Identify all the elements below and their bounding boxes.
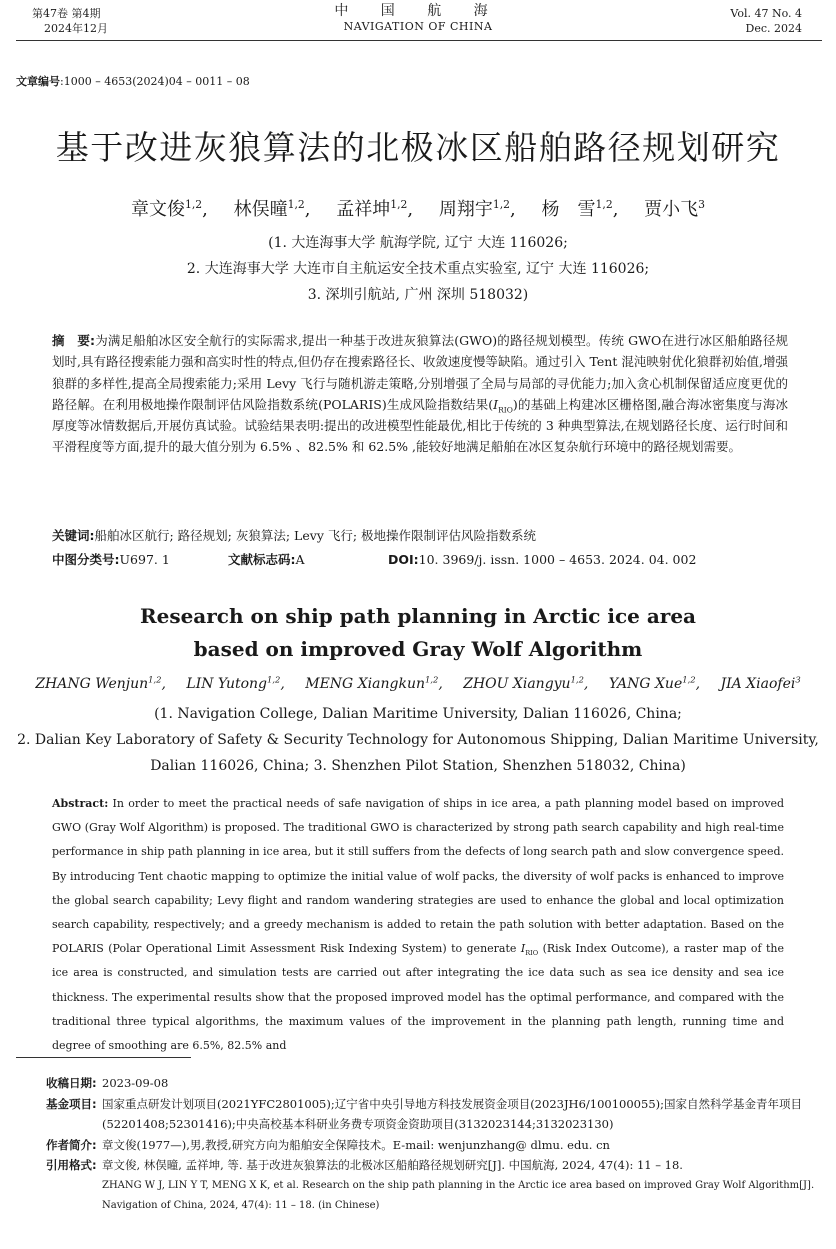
abstract-en-var: I — [520, 942, 526, 956]
affiliations-cn — [0, 230, 836, 308]
affiliation-en-line: Dalian 116026, China; 3. Shenzhen Pilot Station, Shenzhen 518032, China) — [150, 758, 686, 774]
affiliation-cn-line: 2. 大连海事大学 大连市自主航运安全技术重点实验室, 辽宁 大连 116026; — [186, 261, 650, 277]
abstract-cn-text-1: 为满足船舶冰区安全航行的实际需求,提出一种基于改进灰狼算法(GWO)的路径规划模型。传统 GWO在进行冰区船舶路径规划时,具有路径搜索能力强和高实时性的特点,但仍存在搜索路径长、收敛速度慢等缺陷。通过引入 Tent 混沌映射优化狼群初始值,增强狼群的多样性,提高全局搜索能力;采用 Levy 飞行与随机游走策略,分别增强了全局与局部的寻优能力;加入贪心机制保留适应度更优的路径解。在利用极地操作限制评估风险指数系统(POLARIS)生成风险指数结果( — [52, 333, 789, 412]
author-cn: 孟祥坤$^{1,2}$, — [336, 198, 414, 220]
citation-cn: 章文俊, 林俣曈, 孟祥坤, 等. 基于改进灰狼算法的北极冰区船舶路径规划研究[J]. 中国航海, 2024, 47(4): 11 – 18. — [102, 1158, 683, 1172]
author-en: JIA Xiaofei$^3$ — [720, 674, 801, 692]
author-cn: 贾小飞$^3$ — [644, 198, 706, 220]
title-en — [0, 600, 836, 666]
author-en: LIN Yutong$^{1,2}$, — [186, 674, 285, 692]
header-date-en: Dec. 2024 — [745, 22, 802, 35]
keywords-cn — [52, 526, 788, 546]
keywords-cn-text: 船舶冰区航行; 路径规划; 灰狼算法; Levy 飞行; 极地操作限制评估风险指数系统 — [94, 528, 537, 543]
author-cn: 杨 雪$^{1,2}$, — [541, 198, 619, 220]
abstract-cn-label: 摘 要: — [52, 333, 96, 348]
abstract-en-label: Abstract: — [52, 797, 109, 810]
authors-en — [0, 676, 836, 692]
author-en: ZHANG Wenjun$^{1,2}$, — [35, 674, 166, 692]
received-label: 收稿日期: — [46, 1076, 97, 1090]
fund-value: 国家重点研发计划项目(2021YFC2801005);辽宁省中央引导地方科技发展资金项目(2023JH6/100100055);国家自然科学基金青年项目(52201408;52301416);中央高校基本科研业务费专项资金资助项目(3132023144;3132023130) — [102, 1096, 802, 1131]
affiliation-cn-line: 3. 深圳引航站, 广州 深圳 518032) — [307, 287, 529, 303]
clc-code: 中图分类号:U697. 1 — [52, 552, 170, 567]
affiliations-en — [0, 701, 836, 779]
received-date — [46, 1073, 822, 1094]
affiliation-cn-line: (1. 大连海事大学 航海学院, 辽宁 大连 116026; — [268, 235, 568, 251]
citation-en: ZHANG W J, LIN Y T, MENG X K, et al. Research on the ship path planning in the Arctic ice area based on improved Gray Wolf Algorithm[J]. Navigation of China, 2024, 47(4): 11 – 18. (in Chinese) — [102, 1179, 815, 1211]
abstract-cn-var-sub: RIO — [498, 405, 513, 415]
doi: DOI:10. 3969/j. issn. 1000 – 4653. 2024. 04. 002 — [388, 552, 697, 567]
page-title: 基于改进灰狼算法的北极冰区船舶路径规划研究 — [55, 128, 781, 167]
abstract-en-text-1: In order to meet the practical needs of safe navigation of ships in ice area, a path planning model based on improved GWO (Gray Wolf Algorithm) is proposed. The traditional GWO is characterized by strong path search capability and high real-time performance in ship path planning in ice area, but it still suffers from the defects of long search path and slow convergence speed. By introducing Tent chaotic mapping to optimize the initial value of wolf packs, the diversity of wolf packs is enhanced to improve the global search capability; Levy flight and random wandering strategies are used to enhance the global and local optimization search capability, respectively; and a greedy mechanism is added to retain the path solution with better adaptation. Based on the POLARIS (Polar Operational Limit Assessment Risk Indexing System) to generate — [52, 797, 784, 956]
document-code: 文献标志码:A — [228, 552, 305, 567]
author-en: MENG Xiangkun$^{1,2}$, — [305, 674, 443, 692]
header-volume-en: Vol. 47 No. 4 — [730, 7, 802, 20]
abstract-cn — [52, 330, 788, 458]
fund-info — [46, 1094, 822, 1135]
header-rule — [16, 40, 822, 41]
header-journal-block — [0, 2, 836, 34]
article-number-value: :1000 – 4653(2024)04 – 0011 – 08 — [60, 75, 250, 88]
citation-format — [46, 1155, 822, 1176]
author-cn: 章文俊$^{1,2}$, — [130, 198, 208, 220]
author-cn: 周翔宇$^{1,2}$, — [438, 198, 516, 220]
header-volume-en-block — [730, 6, 802, 36]
author-bio-value: 章文俊(1977—),男,教授,研究方向为船舶安全保障技术。E-mail: wenjunzhang@ dlmu. edu. cn — [102, 1137, 610, 1152]
article-number-label: 文章编号 — [16, 75, 60, 88]
header-journal-en: NAVIGATION OF CHINA — [343, 20, 493, 33]
affiliation-en-line: 2. Dalian Key Laboratory of Safety & Security Technology for Autonomous Shipping, Dalian Maritime University, — [17, 732, 819, 748]
title-en-line1: Research on ship path planning in Arctic ice area — [139, 604, 697, 628]
author-bio-label: 作者简介: — [46, 1137, 97, 1152]
abstract-cn-var: I — [493, 396, 499, 412]
author-en: ZHOU Xiangyu$^{1,2}$, — [463, 674, 589, 692]
header-date-cn: 2024年12月 — [44, 22, 108, 35]
author-cn: 林俣曈$^{1,2}$, — [233, 198, 311, 220]
abstract-en-var-sub: RIO — [525, 949, 539, 958]
affiliation-en-line: (1. Navigation College, Dalian Maritime University, Dalian 116026, China; — [154, 706, 682, 722]
header-volume-cn: 第47卷 第4期 — [32, 7, 101, 20]
abstract-en-text-2: (Risk Index Outcome), a raster map of the ice area is constructed, and simulation tests are carried out after integrating the ice data such as sea ice density and sea ice thickness. The experimental results show that the proposed improved model has the optimal performance, and compared with the traditional three typical algorithms, the maximum values of the improvement in the planning path length, running time and degree of smoothing are 6.5%, 82.5% and — [52, 942, 785, 1053]
authors-cn — [0, 195, 836, 221]
article-number — [16, 73, 250, 89]
author-en: YANG Xue$^{1,2}$, — [608, 674, 701, 692]
title-en-line2: based on improved Gray Wolf Algorithm — [193, 637, 643, 661]
footnotes — [46, 1073, 822, 1216]
abstract-cn-text-2: )的基础上构建冰区栅格图,融合海冰密集度与海冰厚度等冰情数据后,开展仿真试验。试验结果表明:提出的改进模型性能最优,相比于传统的 3 种典型算法,在规划路径长度、运行时间和平滑程度等方面,提升的最大值分别为 6.5% 、82.5% 和 62.5% ,能较好地满足船舶在冰区复杂航行环境中的路径规划需要。 — [52, 396, 789, 455]
received-value: 2023-09-08 — [102, 1076, 169, 1090]
fund-label: 基金项目: — [46, 1096, 97, 1111]
author-bio — [46, 1135, 822, 1156]
citation-label: 引用格式: — [46, 1158, 97, 1172]
footnote-rule — [16, 1057, 191, 1058]
abstract-en — [52, 792, 784, 1058]
header-journal-cn: 中 国 航 海 — [334, 3, 502, 19]
keywords-cn-label: 关键词: — [52, 528, 95, 543]
